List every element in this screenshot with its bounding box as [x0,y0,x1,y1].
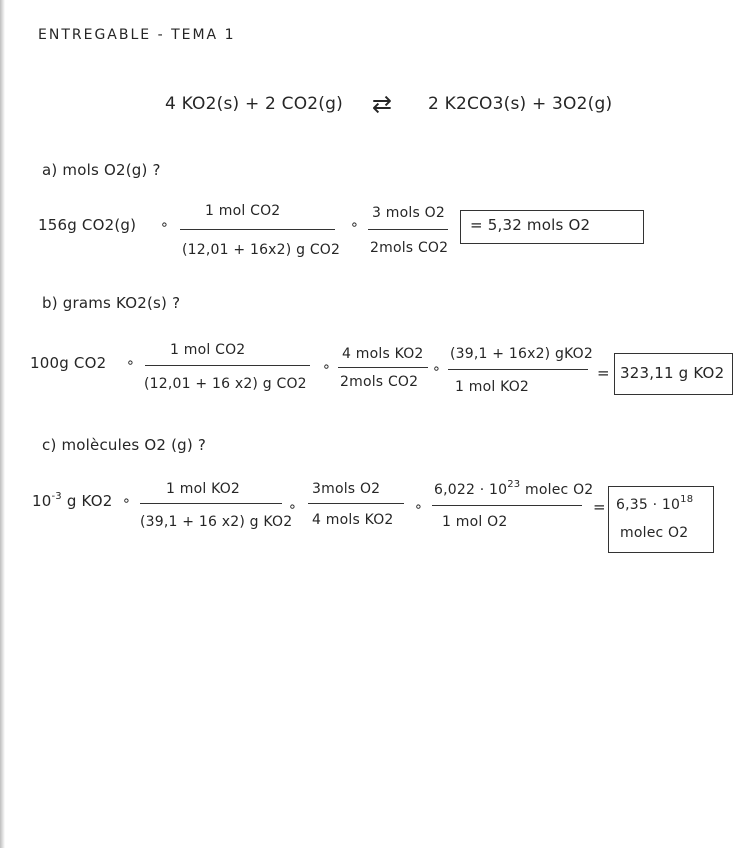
part-c-result-unit: molec O2 [620,525,689,541]
part-c-f3-num-rest: molec O2 [525,482,594,498]
part-c-f1-num: 1 mol KO2 [166,481,241,497]
part-c-f3-num-exponent: 23 [507,479,521,490]
part-b-result: 323,11 g KO2 [620,364,725,382]
equation-products: 2 K2CO3(s) + 3O2(g) [428,94,613,114]
page-title: ENTREGABLE - TEMA 1 [38,27,236,43]
part-c-result-value [616,494,694,513]
part-c-equals: = [593,498,606,516]
part-b-f2-num: 4 mols KO2 [342,346,424,362]
part-c-f1-den: (39,1 + 16 x2) g KO2 [140,514,293,530]
part-c-result-exponent: 18 [680,494,694,505]
part-a-result: = 5,32 mols O2 [470,216,591,234]
scan-edge-shadow [0,0,5,848]
part-b-f1-num: 1 mol CO2 [170,342,246,358]
part-c-f2-line [308,503,404,504]
multiply-dot: ∘ [414,499,423,515]
multiply-dot: ∘ [350,217,359,233]
part-c-f1-line [140,503,282,504]
part-b-start: 100g CO2 [30,354,107,372]
multiply-dot: ∘ [122,493,131,509]
part-b-f2-den: 2mols CO2 [340,374,419,390]
multiply-dot: ∘ [322,359,331,375]
part-b-equals: = [597,364,610,382]
equilibrium-arrow: ⇄ [372,90,393,118]
part-c-question: c) molècules O2 (g) ? [42,436,207,454]
part-b-f3-line [448,369,588,370]
part-a-question: a) mols O2(g) ? [42,161,161,179]
part-c-f3-num [434,479,594,498]
part-b-f1-line [145,365,310,366]
part-c-f3-line [432,505,582,506]
part-b-f3-num: (39,1 + 16x2) gKO2 [450,346,594,362]
part-c-start-exponent: -3 [51,491,62,502]
part-c-start [32,491,113,510]
part-b-f1-den: (12,01 + 16 x2) g CO2 [144,376,307,392]
part-c-result-base: 6,35 · 10 [616,497,681,513]
multiply-dot: ∘ [160,217,169,233]
part-a-f1-den: (12,01 + 16x2) g CO2 [182,242,341,258]
part-c-f2-num: 3mols O2 [312,481,381,497]
part-c-f3-den: 1 mol O2 [442,514,508,530]
part-c-f3-num-base: 6,022 · 10 [434,482,508,498]
part-a-start: 156g CO2(g) [38,216,137,234]
part-b-question: b) grams KO2(s) ? [42,294,181,312]
part-a-f2-num: 3 mols O2 [372,205,445,221]
part-a-f2-line [368,229,448,230]
part-a-f1-num: 1 mol CO2 [205,203,281,219]
multiply-dot: ∘ [432,361,441,377]
part-b-f2-line [338,367,428,368]
multiply-dot: ∘ [288,499,297,515]
part-b-f3-den: 1 mol KO2 [455,379,530,395]
part-a-f1-line [180,229,335,230]
part-c-f2-den: 4 mols KO2 [312,512,394,528]
part-c-start-rest: g KO2 [66,492,113,510]
equation-reactants: 4 KO2(s) + 2 CO2(g) [165,94,343,114]
part-a-f2-den: 2mols CO2 [370,240,449,256]
multiply-dot: ∘ [126,355,135,371]
part-c-start-base: 10 [32,492,52,510]
